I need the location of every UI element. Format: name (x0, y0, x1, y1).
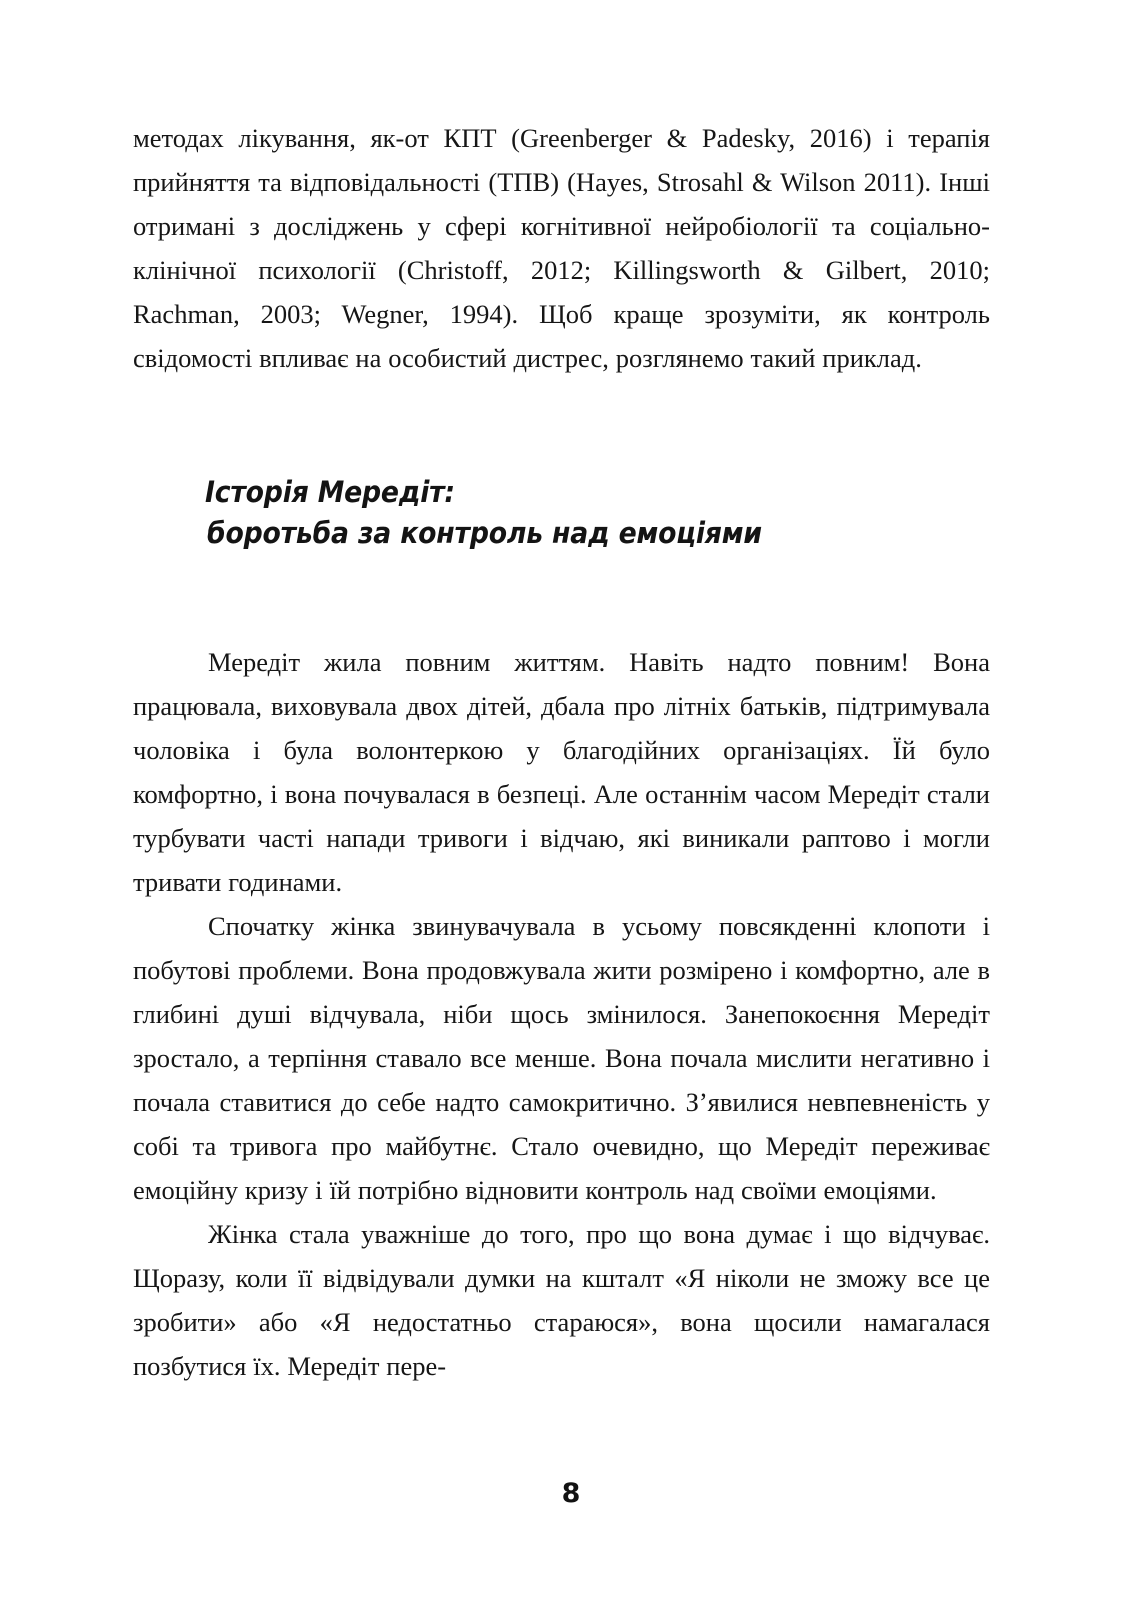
body-paragraph-1: Мередіт жила повним життям. Навіть надто повним! Вона працювала, виховувала двох дітей, дбала про літніх батьків, підтримувала чоловіка і була волонтеркою у благодійних організаціях. Їй було комфортно, і вона почувалася в безпеці. Але останнім часом Мередіт стали турбувати часті напади тривоги і відчаю, які виникали раптово і могли тривати годинами. (133, 647, 990, 897)
section-heading (205, 472, 990, 554)
continued-paragraph: методах лікування, як-от КПТ (Greenberger & Padesky, 2016) і терапія прийняття та відповідальності (ТПВ) (Hayes, Strosahl & Wilson 2011). Інші отримані з досліджень у сфері когнітивної нейробіології та соціально-клінічної психології (Christoff, 2012; Killingsworth & Gilbert, 2010; Rachman, 2003; Wegner, 1994). Щоб краще зрозуміти, як контроль свідомості впливає на особистий дистрес, розглянемо такий приклад. (133, 123, 990, 373)
section-heading-line-2: боротьба за контроль над емоціями (207, 516, 762, 550)
section-heading-line-1: Історія Мередіт: (205, 475, 455, 509)
body-paragraph-2: Спочатку жінка звинувачувала в усьому повсякденні клопоти і побутові проблеми. Вона продовжувала жити розмірено і комфортно, але в глибині душі відчувала, ніби щось змінилося. Занепокоєння Мередіт зростало, а терпіння ставало все менше. Вона почала мислити негативно і почала ставитися до себе надто самокритично. З’явилися невпевненість у собі та тривога про майбутнє. Стало очевидно, що Мередіт переживає емоційну кризу і їй потрібно відновити контроль над своїми емоціями. (133, 911, 990, 1205)
page-number: 8 (561, 1478, 581, 1509)
body-paragraph-3: Жінка стала уважніше до того, про що вона думає і що відчуває. Щоразу, коли її відвідували думки на кшталт «Я ніколи не зможу все це зробити» або «Я недостатньо стараюся», вона щосили намагалася позбутися їх. Мередіт пере- (133, 1219, 990, 1381)
page-text-column (133, 116, 990, 1388)
